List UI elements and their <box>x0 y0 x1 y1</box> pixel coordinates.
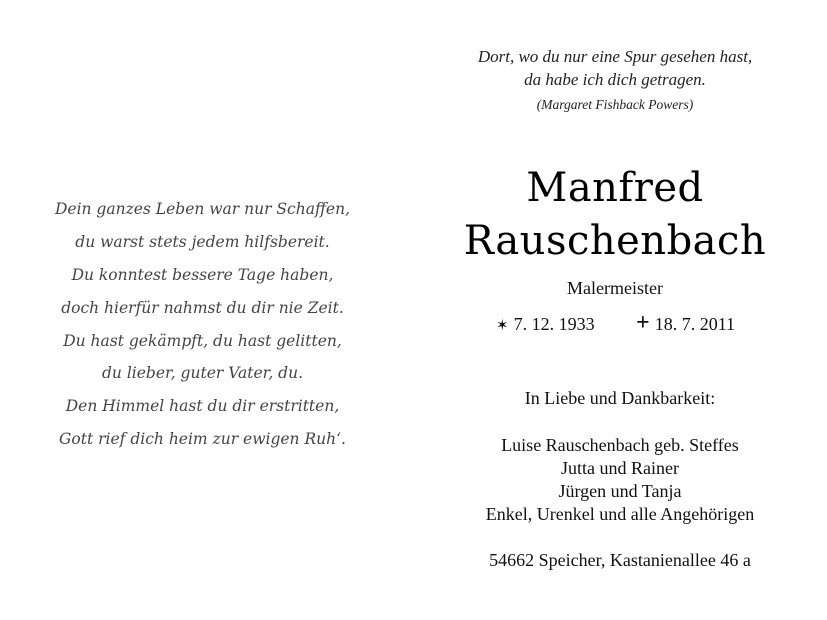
birth-star-icon: ✶ <box>496 318 509 334</box>
death-date-group <box>636 310 736 336</box>
birth-date: 7. 12. 1933 <box>513 314 595 334</box>
deceased-first-name: Manfred <box>526 165 704 211</box>
poem-line: Du konntest bessere Tage haben, <box>71 265 334 284</box>
deceased-last-name: Rauschenbach <box>463 218 767 264</box>
death-cross-icon: + <box>636 310 650 336</box>
poem-line: du lieber, guter Vater, du. <box>101 364 304 383</box>
mourner: Luise Rauschenbach geb. Steffes <box>501 435 739 455</box>
poem-line: Gott rief dich heim zur ewigen Ruh‘. <box>59 430 346 449</box>
birth-date-group <box>496 314 595 335</box>
quote-line: Dort, wo du nur eine Spur gesehen hast, <box>477 47 753 66</box>
poem-line: du warst stets jedem hilfsbereit. <box>75 232 330 251</box>
closing-phrase: In Liebe und Dankbarkeit: <box>524 388 716 408</box>
poem-line: Den Himmel hast du dir erstritten, <box>65 397 340 416</box>
poem-line: Du hast gekämpft, du hast gelitten, <box>63 331 342 350</box>
profession: Malermeister <box>567 278 663 298</box>
poem-line: Dein ganzes Leben war nur Schaffen, <box>54 200 351 218</box>
address: 54662 Speicher, Kastanienallee 46 a <box>489 550 751 570</box>
quote-author: (Margaret Fishback Powers) <box>536 97 694 112</box>
death-date: 18. 7. 2011 <box>654 314 736 334</box>
memorial-poem <box>30 196 375 459</box>
quote-line: da habe ich dich getragen. <box>524 70 706 89</box>
mourner: Jürgen und Tanja <box>558 481 682 501</box>
poem-line: doch hierfür nahmst du dir nie Zeit. <box>61 298 344 317</box>
quote-block <box>440 45 790 118</box>
mourner: Jutta und Rainer <box>561 458 679 478</box>
mourner: Enkel, Urenkel und alle Angehörigen <box>485 504 755 524</box>
mourners-list <box>440 434 800 526</box>
